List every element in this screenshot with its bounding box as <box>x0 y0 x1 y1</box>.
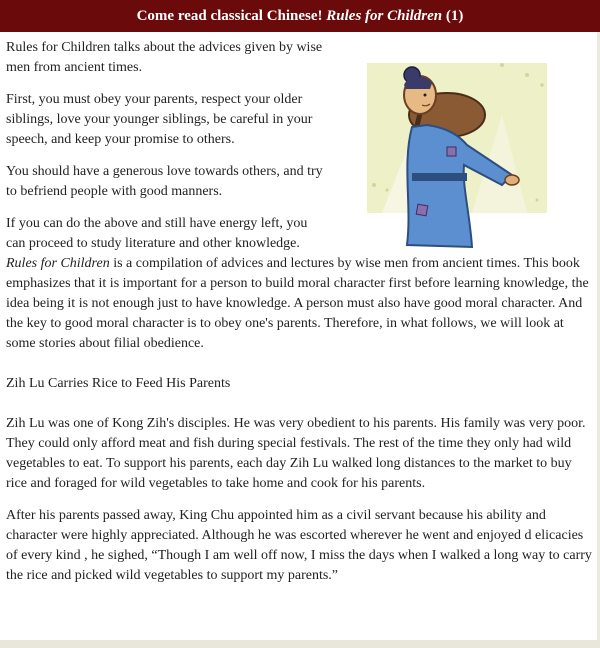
paragraph: First, you must obey your parents, respect your older siblings, love your younger siblings, be careful in your speech, and keep your promise to others. <box>6 92 313 147</box>
header-prefix: Come read classical Chinese! <box>136 8 327 24</box>
paragraph: After his parents passed away, King Chu appointed him as a civil servant because his ability and character were highly appreciated. Although he was escorted wherever he went and enjoyed d elicacies of every kind , he sighed, “Though I am well off now, I miss the days when I walked a long way to carry the rice and picked wild vegetables to support my parents.” <box>6 508 592 583</box>
page-header <box>0 0 600 32</box>
header-title-italic: Rules for Children <box>326 8 443 24</box>
paragraph: Zih Lu was one of Kong Zih's disciples. He was very obedient to his parents. His family was very poor. They could only afford meat and fish during special festivals. The rest of the time they only had wild vegetables to eat. To support his parents, each day Zih Lu walked long distances to the market to buy rice and foraged for wild vegetables to take home and cook for his parents. <box>6 416 586 491</box>
paragraph: Rules for Children talks about the advices given by wise men from ancient times. <box>6 40 323 75</box>
story-title: Zih Lu Carries Rice to Feed His Parents <box>6 376 231 391</box>
article-body <box>6 38 592 598</box>
paragraph: You should have a generous love towards others, and try to befriend people with good manners. <box>6 164 323 199</box>
paragraph-line: If you can do the above and still have energy left, you can proceed to study literature and other knowledge. <box>6 216 308 251</box>
paragraph <box>6 214 592 354</box>
paragraph-text: is a compilation of advices and lectures by wise men from ancient times. This book emphasizes that it is important for a person to build moral character first before learning knowledge, the idea being it is not enough just to have knowledge. A person must also have good moral character. And the key to good moral character is to obey one's parents. Therefore, in what follows, we will look at some stories about filial obedience. <box>6 256 589 351</box>
header-suffix: (1) <box>442 8 464 24</box>
footer-bar <box>0 640 600 648</box>
book-title-italic: Rules for Children <box>6 256 110 271</box>
